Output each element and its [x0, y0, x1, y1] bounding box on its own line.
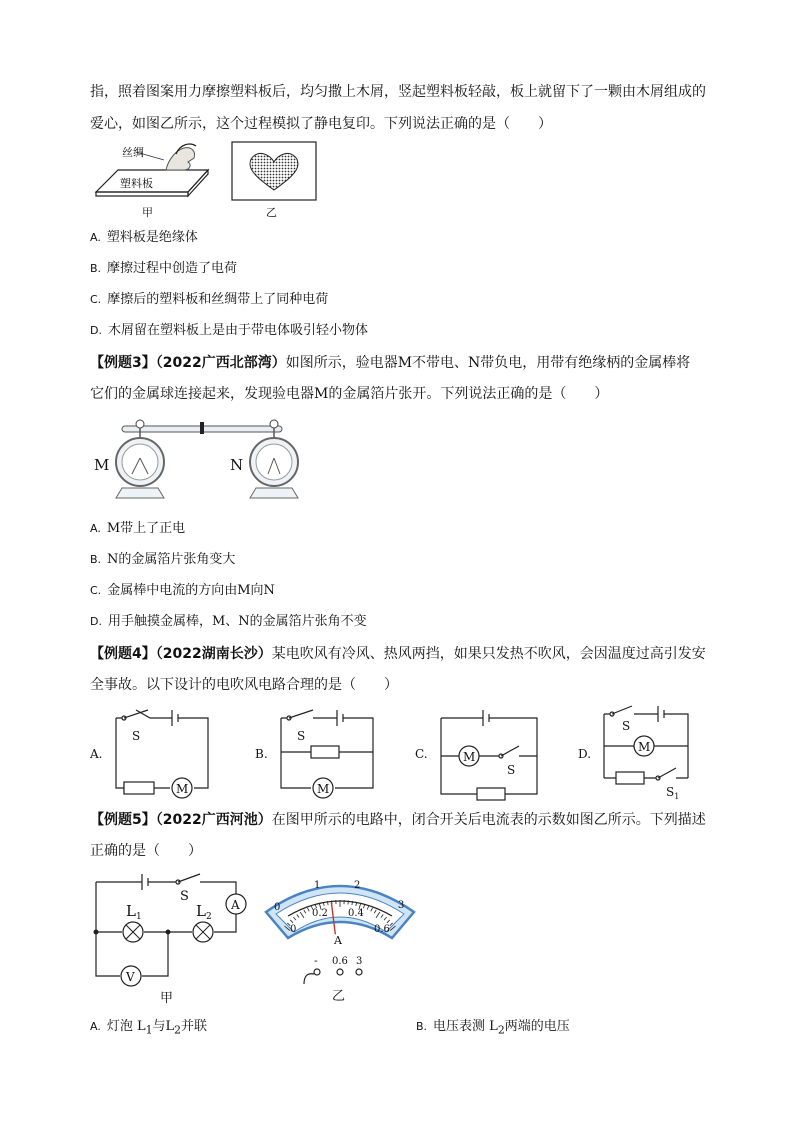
q4-stem-line1: 【例题4】（2022湖南长沙）某电吹风有冷风、热风两挡，如果只发热不吹风，会因温度过高引发安 — [90, 646, 706, 662]
q3-tag: 【例题3】 — [90, 355, 156, 371]
q3-figure-electroscopes — [92, 418, 312, 508]
svg-text:L2: $L_2$ — [196, 902, 212, 922]
svg-text:0.6: 0.6 — [374, 924, 390, 935]
q5-figure-circuit — [92, 872, 252, 1012]
q2-option-c[interactable]: C. 摩擦后的塑料板和丝绸带上了同种电荷 — [90, 292, 329, 307]
svg-text:M: M — [176, 782, 189, 796]
q3-source: （2022广西北部湾） — [155, 355, 286, 371]
q3-option-c[interactable]: C. 金属棒中电流的方向由M向N — [90, 583, 275, 598]
label-n: N — [230, 456, 244, 474]
q4-stem-line2: 全事故。以下设计的电吹风电路合理的是（ ） — [90, 677, 398, 693]
q5-option-b[interactable]: B. 电压表测 $L_2$两端的电压 — [416, 1019, 570, 1037]
q4-source: （2022湖南长沙） — [155, 646, 272, 662]
q4-circuit-d[interactable] — [578, 706, 703, 806]
q3-stem-line1: 【例题3】（2022广西北部湾）如图所示，验电器M不带电、N带负电，用带有绝缘柄的金属棒将 — [90, 355, 691, 371]
svg-text:B.: B. — [255, 747, 268, 761]
q3-stem-line2: 它们的金属球连接起来，发现验电器M的金属箔片张开。下列说法正确的是（ ） — [90, 386, 609, 402]
label-m: M — [94, 456, 110, 474]
svg-text:1: 1 — [314, 880, 321, 891]
svg-text:L1: $L_1$ — [126, 902, 142, 922]
svg-text:M: M — [463, 750, 476, 764]
q2-figure-b — [230, 140, 320, 220]
ammeter-symbol: A — [231, 898, 240, 912]
svg-text:2: 2 — [354, 880, 361, 891]
svg-text:S1: $S_1$ — [666, 785, 680, 801]
svg-text:0: 0 — [290, 924, 297, 935]
svg-text:0: 0 — [274, 902, 281, 913]
fig-jia-caption: 甲 — [160, 991, 174, 1006]
svg-text:S: S — [507, 763, 516, 777]
svg-text:M: M — [638, 740, 651, 754]
svg-text:A.: A. — [90, 747, 103, 761]
dial-unit: A — [334, 934, 342, 947]
q2-stem-line1: 指，照着图案用力摩擦塑料板后，均匀撒上木屑，竖起塑料板轻敲，板上就留下了一颗由木屑组成的 — [90, 84, 706, 100]
terminals — [304, 954, 362, 984]
q3-option-d[interactable]: D. 用手触摸金属棒，M、N的金属箔片张角不变 — [90, 614, 367, 629]
q5-tag: 【例题5】 — [90, 812, 156, 828]
heart-icon — [250, 153, 298, 190]
q4-circuit-b[interactable] — [255, 706, 380, 801]
svg-text:S: S — [180, 889, 189, 904]
q3-option-b[interactable]: B. N的金属箔片张角变大 — [90, 552, 236, 567]
svg-text:0.4: 0.4 — [348, 908, 364, 919]
fig-a-caption: 甲 — [142, 206, 153, 219]
q2-figure-a — [96, 140, 216, 220]
q4-circuit-a[interactable] — [90, 706, 215, 801]
svg-text:3: 3 — [398, 900, 405, 911]
q2-stem-line2: 爱心，如图乙所示，这个过程模拟了静电复印。下列说法正确的是（ ） — [90, 116, 552, 132]
silk-label: 丝绸 — [122, 146, 144, 159]
svg-text:S: S — [622, 719, 631, 733]
q2-option-b[interactable]: B. 摩擦过程中创造了电荷 — [90, 261, 238, 276]
q3-option-a[interactable]: A. M带上了正电 — [90, 521, 186, 536]
q5-stem-line2: 正确的是（ ） — [90, 843, 202, 859]
plate-label: 塑料板 — [120, 177, 153, 190]
svg-text:D.: D. — [578, 747, 592, 761]
q5-figure-ammeter-dial — [260, 872, 420, 1012]
fig-yi-caption: 乙 — [332, 989, 346, 1004]
svg-text:0.2: 0.2 — [312, 908, 328, 919]
q2-option-a[interactable]: A. 塑料板是绝缘体 — [90, 230, 198, 245]
svg-text:M: M — [317, 782, 330, 796]
svg-text:0.6: 0.6 — [332, 956, 348, 967]
q2-option-d[interactable]: D. 木屑留在塑料板上是由于带电体吸引轻小物体 — [90, 323, 368, 338]
q5-source: （2022广西河池） — [155, 812, 272, 828]
svg-text:-: - — [314, 954, 318, 967]
svg-text:C.: C. — [415, 747, 428, 761]
fig-b-caption: 乙 — [266, 206, 277, 219]
svg-text:S: S — [297, 729, 306, 743]
q4-tag: 【例题4】 — [90, 646, 156, 662]
q4-circuit-c[interactable] — [415, 706, 545, 801]
q5-stem-line1: 【例题5】（2022广西河池）在图甲所示的电路中，闭合开关后电流表的示数如图乙所示。下列描述 — [90, 812, 706, 828]
svg-text:S: S — [132, 729, 141, 743]
q5-option-a[interactable]: A. 灯泡 $L_1$与$L_2$并联 — [90, 1019, 208, 1037]
voltmeter-symbol: V — [126, 970, 135, 984]
svg-text:3: 3 — [356, 956, 363, 967]
